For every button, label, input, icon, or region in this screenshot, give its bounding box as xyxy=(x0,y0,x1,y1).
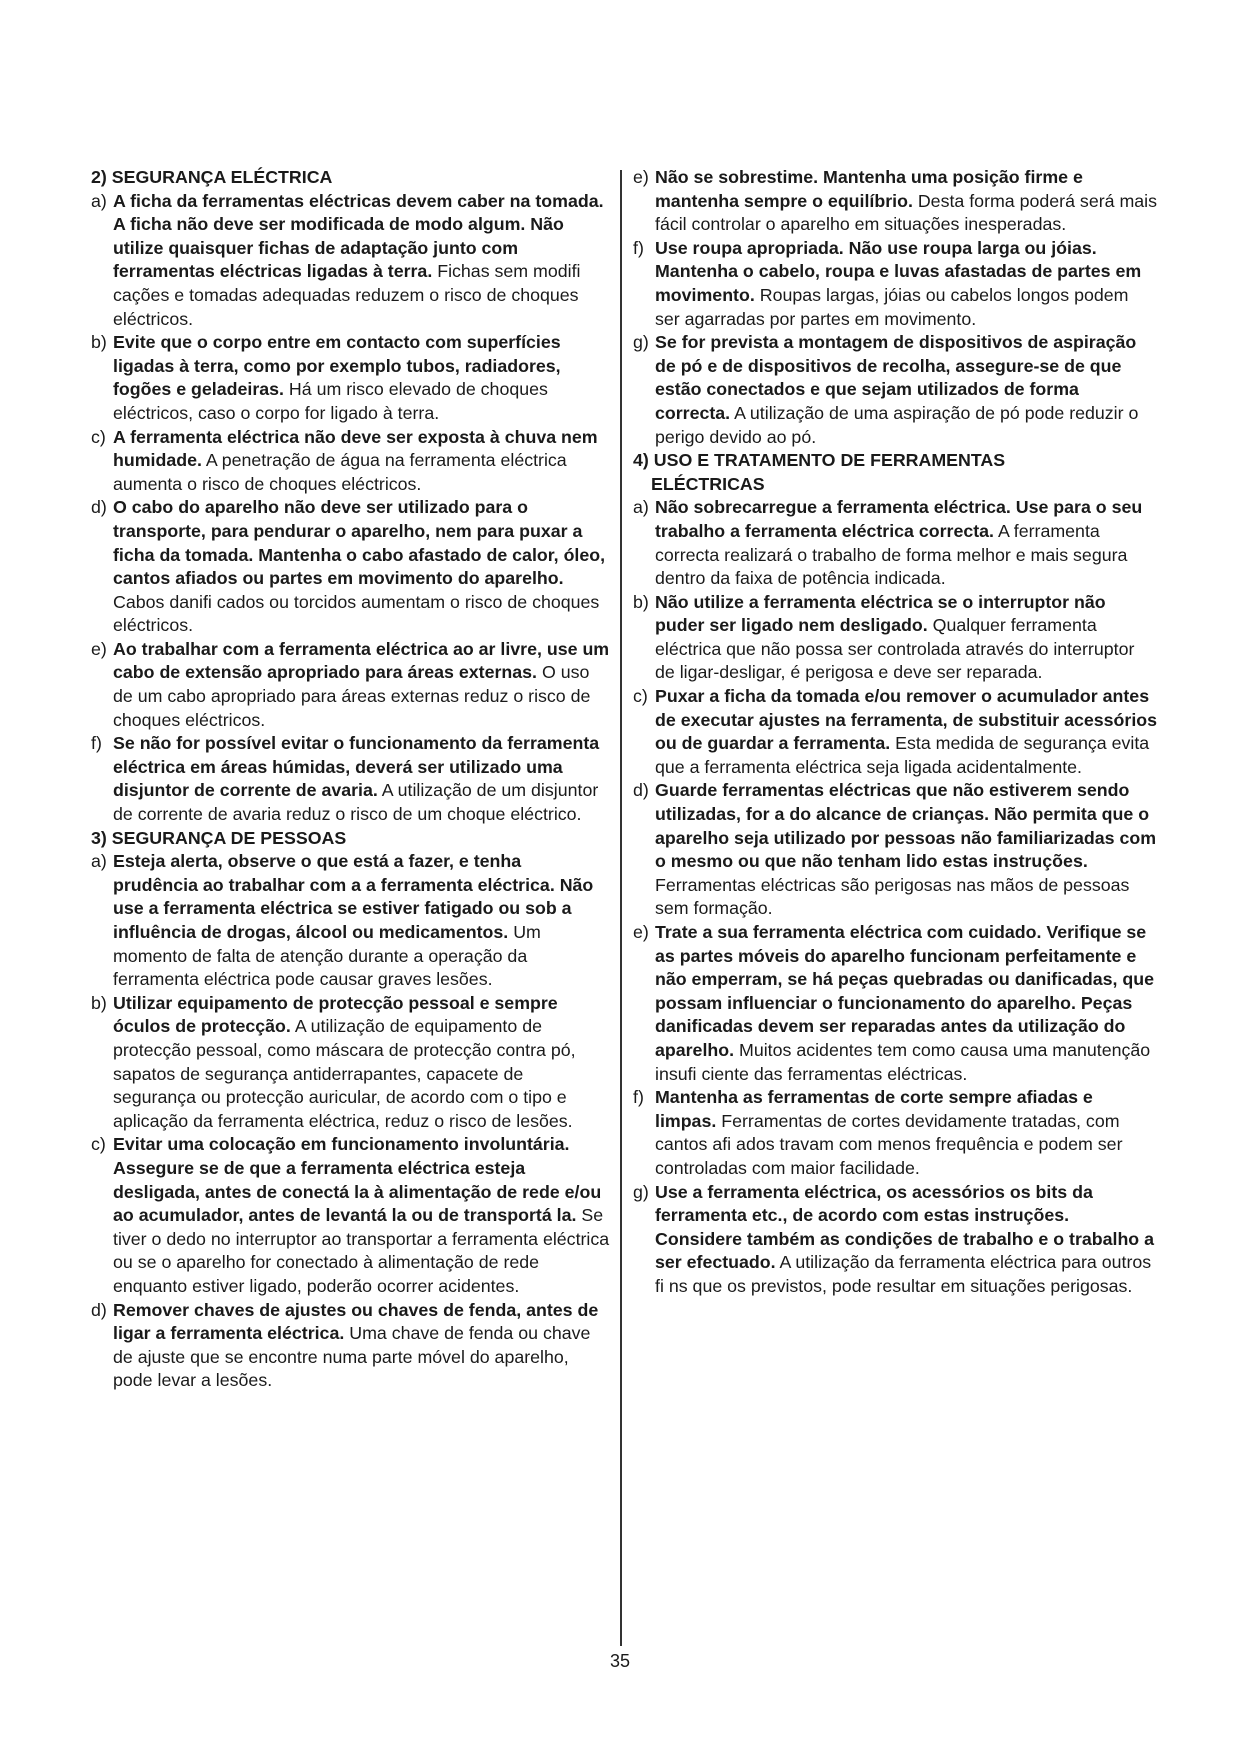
item-bold-text: O cabo do aparelho não deve ser utilizado para o transporte, para pendurar o aparelho, nem para puxar a ficha da tomada. Mantenha o cabo afastado de calor, óleo, cantos afiados ou partes em movimento do aparelho. xyxy=(113,497,606,589)
item-bold-text: Guarde ferramentas eléctricas que não estiverem sendo utilizadas, for a do alcance de crianças. Não permita que o aparelho seja utilizado por pessoas não familiarizadas com o mesmo ou que não tenham lido estas instruções. xyxy=(655,780,1157,872)
item-label: b) xyxy=(91,332,107,353)
item-label: b) xyxy=(91,992,107,1013)
item-text: Ferramentas eléctricas são perigosas nas mãos de pessoas sem formação. xyxy=(655,874,1130,919)
item-label: a) xyxy=(633,497,649,518)
list-item xyxy=(91,426,611,497)
list-item xyxy=(633,237,1158,331)
column-divider xyxy=(620,170,622,1646)
item-text: Muitos acidentes tem como causa uma manutenção insufi ciente das ferramentas eléctricas. xyxy=(655,1039,1151,1084)
item-label: d) xyxy=(91,497,107,518)
item-bold-text: Se não for possível evitar o funcionamento da ferramenta eléctrica em áreas húmidas, deverá ser utilizado uma disjuntor de corrente de avaria. xyxy=(113,733,600,801)
item-bold-text: Trate a sua ferramenta eléctrica com cuidado. Verifique se as partes móveis do aparelho funcionam perfeitamente e não emperram, se há peças quebradas ou danificadas, que possam influenciar o funcionamento do aparelho. Peças danificadas devem ser reparadas antes da utilização do aparelho. xyxy=(655,922,1155,1060)
item-label: g) xyxy=(633,1181,649,1202)
section-heading-personal-safety: 3) SEGURANÇA DE PESSOAS xyxy=(91,827,347,848)
item-label: g) xyxy=(633,332,649,353)
item-text: A utilização de um disjuntor de corrente de avaria reduz o risco de um choque eléctrico. xyxy=(113,780,599,825)
item-bold-text: Se for prevista a montagem de dispositivos de aspiração de pó e de dispositivos de recolha, assegure-se de que estão conectados e que sejam utilizados de forma correcta. xyxy=(655,332,1137,423)
item-text: Fichas sem modifi cações e tomadas adequadas reduzem o risco de choques eléctricos. xyxy=(113,261,581,329)
item-label: e) xyxy=(91,638,107,659)
list-item xyxy=(91,638,611,732)
item-text: Esta medida de segurança evita que a ferramenta eléctrica seja ligada acidentalmente. xyxy=(655,733,1150,777)
list-item xyxy=(91,1299,611,1393)
section-heading-tool-use-cont: ELÉCTRICAS xyxy=(651,473,765,494)
item-bold-text: Use roupa apropriada. Não use roupa larga ou jóias. Mantenha o cabelo, roupa e luvas afastadas de partes em movimento. xyxy=(655,237,1142,305)
left-column xyxy=(91,166,611,1393)
item-label: f) xyxy=(633,237,644,258)
list-item xyxy=(633,331,1158,449)
item-bold-text: Utilizar equipamento de protecção pessoal e sempre óculos de protecção. xyxy=(113,992,558,1037)
list-item xyxy=(633,496,1158,590)
section-heading-electrical-safety: 2) SEGURANÇA ELÉCTRICA xyxy=(91,167,333,187)
item-text: A utilização de uma aspiração de pó pode reduzir o perigo devido ao pó. xyxy=(655,402,1139,447)
list-item xyxy=(633,779,1158,921)
item-text: Qualquer ferramenta eléctrica que não possa ser controlada através do interruptor de ligar-desligar, é perigosa e deve ser reparada. xyxy=(655,615,1135,683)
item-text: A utilização de equipamento de protecção pessoal, como máscara de protecção contra pó, sapatos de segurança antiderrapantes, capacete de segurança ou protecção auricular, de acordo com o tipo e aplicação da ferramenta eléctrica, reduz o risco de lesões. xyxy=(113,1016,576,1131)
item-label: f) xyxy=(91,733,102,754)
item-text: Roupas largas, jóias ou cabelos longos podem ser agarradas por partes em movimento. xyxy=(655,284,1129,329)
item-label: e) xyxy=(633,167,649,187)
item-text: A penetração de água na ferramenta eléctrica aumenta o risco de choques eléctricos. xyxy=(113,450,567,494)
item-text: Um momento de falta de atenção durante a operação da ferramenta eléctrica pode causar graves lesões. xyxy=(113,922,541,990)
item-bold-text: Mantenha as ferramentas de corte sempre afiadas e limpas. xyxy=(655,1087,1093,1131)
item-label: b) xyxy=(633,591,649,612)
item-bold-text: Evitar uma colocação em funcionamento involuntária. Assegure se de que a ferramenta eléctrica esteja desligada, antes de conectá la à alimentação de rede e/ou ao acumulador, antes de levantá la ou de transportá la. xyxy=(113,1134,602,1226)
list-item xyxy=(633,591,1158,685)
item-text: A utilização da ferramenta eléctrica para outros fi ns que os previstos, pode resultar em situações perigosas. xyxy=(655,1252,1152,1296)
item-text: Desta forma poderá será mais fácil controlar o aparelho em situações inesperadas. xyxy=(655,190,1158,235)
right-column xyxy=(633,166,1158,1299)
list-item xyxy=(633,1086,1158,1180)
list-item xyxy=(91,992,611,1134)
item-bold-text: Não sobrecarregue a ferramenta eléctrica. Use para o seu trabalho a ferramenta eléctrica correcta. xyxy=(655,497,1143,541)
item-bold-text: Esteja alerta, observe o que está a fazer, e tenha prudência ao trabalhar com a a ferramenta eléctrica. Não use a ferramenta eléctrica se estiver fatigado ou sob a influência de drogas, álcool ou medicamentos. xyxy=(113,851,594,942)
list-item xyxy=(91,850,611,992)
list-item xyxy=(633,166,1158,237)
item-label: f) xyxy=(633,1087,644,1108)
item-bold-text: Remover chaves de ajustes ou chaves de fenda, antes de ligar a ferramenta eléctrica. xyxy=(113,1299,599,1344)
list-item xyxy=(91,732,611,826)
list-item xyxy=(633,685,1158,779)
item-label: d) xyxy=(91,1299,107,1320)
item-bold-text: Não se sobrestime. Mantenha uma posição firme e mantenha sempre o equilíbrio. xyxy=(655,167,1083,211)
item-text: Há um risco elevado de choques eléctricos, caso o corpo for ligado à terra. xyxy=(113,379,548,423)
item-label: d) xyxy=(633,780,649,801)
item-label: c) xyxy=(91,1134,106,1155)
list-item xyxy=(633,921,1158,1086)
item-bold-text: A ficha da ferramentas eléctricas devem caber na tomada. A ficha não deve ser modificada de modo algum. Não utilize quaisquer fichas de adaptação junto com ferramentas eléctricas ligadas à terra. xyxy=(113,190,604,282)
item-text: Ferramentas de cortes devidamente tratadas, com cantos afi ados travam com menos frequência e podem ser controladas com maior facilidade. xyxy=(655,1110,1123,1178)
item-text: Se tiver o dedo no interruptor ao transportar a ferramenta eléctrica ou se o aparelho for conectado à alimentação de rede enquanto estiver ligado, poderão ocorrer acidentes. xyxy=(113,1205,610,1296)
item-bold-text: A ferramenta eléctrica não deve ser exposta à chuva nem humidade. xyxy=(113,426,598,471)
item-bold-text: Use a ferramenta eléctrica, os acessórios os bits da ferramenta etc., de acordo com estas instruções. Considere também as condições de trabalho e o trabalho a ser efectuado. xyxy=(655,1181,1154,1273)
item-text: Cabos danifi cados ou torcidos aumentam o risco de choques eléctricos. xyxy=(113,591,600,636)
item-label: c) xyxy=(633,686,648,707)
item-bold-text: Não utilize a ferramenta eléctrica se o interruptor não puder ser ligado nem desligado. xyxy=(655,591,1106,636)
item-text: Uma chave de fenda ou chave de ajuste que se encontre numa parte móvel do aparelho, pode levar a lesões. xyxy=(113,1323,591,1391)
list-item xyxy=(91,190,611,332)
item-label: c) xyxy=(91,426,106,447)
item-label: a) xyxy=(91,190,107,211)
page-number: 35 xyxy=(609,1651,631,1671)
section-heading-tool-use: 4) USO E TRATAMENTO DE FERRAMENTAS xyxy=(633,450,1006,471)
item-bold-text: Puxar a ficha da tomada e/ou remover o acumulador antes de executar ajustes na ferramenta, de substituir acessórios ou de guardar a ferramenta. xyxy=(655,686,1158,754)
list-item xyxy=(633,1181,1158,1299)
item-text: O uso de um cabo apropriado para áreas externas reduz o risco de choques eléctricos. xyxy=(113,662,591,730)
item-bold-text: Ao trabalhar com a ferramenta eléctrica ao ar livre, use um cabo de extensão apropriado para áreas externas. xyxy=(113,638,610,683)
item-text: A ferramenta correcta realizará o trabalho de forma melhor e mais segura dentro da faixa de potência indicada. xyxy=(655,520,1128,589)
list-item xyxy=(91,496,611,638)
item-label: a) xyxy=(91,851,107,872)
item-label: e) xyxy=(633,922,649,942)
list-item xyxy=(91,1133,611,1298)
list-item xyxy=(91,331,611,425)
item-bold-text: Evite que o corpo entre em contacto com superfícies ligadas à terra, como por exemplo tubos, radiadores, fogões e geladeiras. xyxy=(113,332,561,400)
